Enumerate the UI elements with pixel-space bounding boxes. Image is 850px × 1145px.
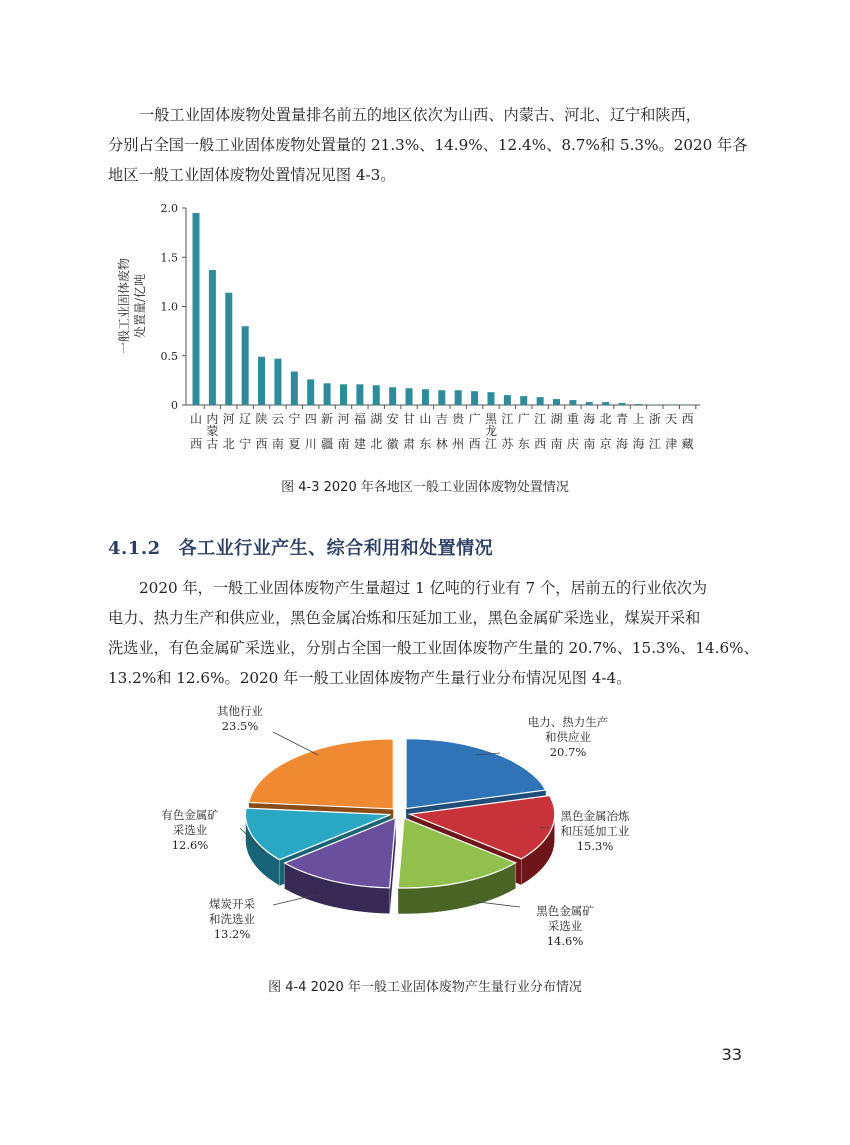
- y-tick-label: 0.5: [160, 349, 178, 363]
- x-tick-label: 海: [616, 437, 629, 451]
- x-tick-label: 青: [616, 412, 629, 426]
- bar: [274, 359, 281, 405]
- x-tick-label: 山: [189, 412, 203, 426]
- x-tick-label: 宁: [288, 412, 301, 426]
- x-tick-label: 川: [304, 437, 317, 451]
- paragraph-line: 地区一般工业固体废物处置情况见图 4-3。: [108, 166, 396, 184]
- page-number: 33: [721, 1045, 742, 1064]
- x-tick-label: 湖: [370, 412, 383, 426]
- bar: [586, 402, 593, 405]
- x-tick-label: 江: [501, 412, 514, 426]
- x-tick-label: 西: [189, 437, 203, 451]
- x-tick-label: 海: [583, 412, 596, 426]
- x-tick-label: 辽: [239, 412, 252, 426]
- slice-label: 采选业: [547, 919, 583, 933]
- x-tick-label: 河: [337, 412, 350, 426]
- x-tick-label: 重: [566, 412, 579, 426]
- bar: [520, 396, 527, 405]
- bar: [487, 392, 494, 405]
- slice-label: 其他行业: [217, 704, 263, 718]
- x-tick-label: 吉: [435, 412, 448, 426]
- x-tick-label: 北: [370, 437, 383, 451]
- y-axis-label: 处置量/亿吨: [133, 273, 147, 339]
- section-number: 4.1.2: [108, 538, 161, 559]
- x-tick-label: 上: [632, 412, 645, 426]
- paragraph-line: 13.2%和 12.6%。2020 年一般工业固体废物产生量行业分布情况见图 4-4。: [108, 669, 632, 687]
- slice-label: 12.6%: [171, 838, 209, 852]
- x-tick-label: 浙: [648, 412, 661, 426]
- paragraph-1: [108, 100, 748, 190]
- x-tick-label: 西: [534, 437, 547, 451]
- x-tick-label: 西: [255, 437, 268, 451]
- bar: [356, 384, 363, 405]
- x-tick-label: 州: [452, 437, 465, 451]
- bar: [619, 403, 626, 405]
- x-tick-label: 南: [271, 437, 284, 451]
- x-tick-label: 古: [206, 437, 219, 451]
- x-tick-label: 贵: [452, 412, 465, 426]
- x-tick-label: 海: [632, 437, 645, 451]
- bar: [471, 391, 478, 405]
- x-tick-label: 龙: [484, 424, 497, 438]
- paragraph-line: 分别占全国一般工业固体废物处置量的 21.3%、14.9%、12.4%、8.7%和 5.3%。2020 年各: [108, 136, 748, 154]
- bar: [389, 387, 396, 405]
- slice-label: 23.5%: [221, 719, 259, 733]
- x-tick-label: 北: [599, 412, 612, 426]
- x-tick-label: 广: [517, 412, 530, 426]
- paragraph-2: [108, 573, 759, 693]
- x-tick-label: 甘: [403, 412, 416, 426]
- x-tick-label: 建: [353, 437, 366, 451]
- slice-label: 和压延加工业: [560, 824, 630, 838]
- x-tick-label: 安: [386, 412, 399, 426]
- x-tick-label: 夏: [288, 437, 301, 451]
- bar: [291, 372, 298, 405]
- slice-label: 15.3%: [576, 839, 614, 853]
- pie-chart: [140, 695, 700, 960]
- bar: [651, 405, 658, 406]
- bar: [258, 357, 265, 405]
- y-tick-label: 0: [171, 399, 178, 412]
- paragraph-line: 洗选业，有色金属矿采选业，分别占全国一般工业固体废物产生量的 20.7%、15.3%、14.6%、: [108, 639, 759, 657]
- x-tick-label: 东: [517, 437, 530, 451]
- bar: [569, 400, 576, 405]
- bar: [242, 326, 249, 405]
- x-tick-label: 天: [665, 412, 678, 426]
- y-axis-label: 一般工业固体废物: [117, 257, 131, 355]
- bar: [406, 388, 413, 405]
- x-tick-label: 南: [550, 437, 563, 451]
- bar-chart: [110, 196, 730, 466]
- x-tick-label: 江: [534, 412, 547, 426]
- slice-label: 电力、热力生产: [527, 715, 609, 729]
- x-tick-label: 肃: [403, 437, 416, 451]
- bar: [684, 405, 691, 406]
- section-title: 各工业行业产生、综合利用和处置情况: [178, 538, 494, 559]
- x-tick-label: 林: [435, 437, 448, 451]
- bar: [373, 385, 380, 405]
- x-tick-label: 西: [468, 437, 481, 451]
- x-tick-label: 西: [681, 412, 694, 426]
- figure-4-3-caption: 图 4-3 2020 年各地区一般工业固体废物处置情况: [281, 480, 569, 495]
- slice-label: 和供应业: [545, 730, 591, 744]
- slice-label: 有色金属矿: [161, 808, 219, 822]
- x-tick-label: 内: [206, 412, 219, 426]
- x-tick-label: 黑: [484, 412, 497, 426]
- x-tick-label: 新: [321, 412, 334, 426]
- x-tick-label: 徽: [386, 437, 399, 451]
- bar: [209, 270, 216, 405]
- x-tick-label: 广: [468, 412, 481, 426]
- paragraph-line: 一般工业固体废物处置量排名前五的地区依次为山西、内蒙古、河北、辽宁和陕西，: [139, 106, 701, 124]
- x-tick-label: 疆: [321, 437, 334, 451]
- x-tick-label: 南: [583, 437, 596, 451]
- bar: [668, 405, 675, 406]
- x-tick-label: 云: [271, 412, 284, 426]
- bar: [193, 213, 200, 405]
- figure-4-4-caption: 图 4-4 2020 年一般工业固体废物产生量行业分布情况: [268, 980, 582, 995]
- y-tick-label: 1.0: [160, 300, 178, 314]
- x-tick-label: 江: [484, 437, 497, 451]
- bar: [602, 402, 609, 405]
- x-tick-label: 津: [665, 437, 678, 451]
- leader-line: [273, 732, 318, 755]
- bar: [422, 389, 429, 405]
- x-tick-label: 藏: [681, 437, 694, 451]
- slice-label: 采选业: [172, 823, 208, 837]
- bar: [504, 395, 511, 405]
- x-tick-label: 蒙: [206, 424, 219, 438]
- x-tick-label: 陕: [255, 412, 268, 426]
- slice-label: 煤炭开采: [209, 897, 255, 911]
- x-tick-label: 北: [222, 437, 235, 451]
- x-tick-label: 四: [304, 412, 317, 426]
- slice-label: 13.2%: [213, 927, 251, 941]
- y-tick-label: 1.5: [160, 251, 178, 265]
- slice-label: 14.6%: [546, 934, 584, 948]
- bar: [455, 390, 462, 405]
- x-tick-label: 东: [419, 437, 432, 451]
- x-tick-label: 福: [353, 412, 366, 426]
- x-tick-label: 河: [222, 412, 235, 426]
- slice-label: 20.7%: [549, 745, 587, 759]
- bar: [307, 379, 314, 405]
- bar: [635, 404, 642, 405]
- x-tick-label: 京: [599, 437, 612, 451]
- bar: [225, 293, 232, 405]
- bar: [553, 399, 560, 405]
- section-heading: [108, 534, 493, 560]
- x-tick-label: 南: [337, 437, 350, 451]
- bar: [340, 384, 347, 405]
- bar: [438, 390, 445, 405]
- x-tick-label: 山: [419, 412, 432, 426]
- y-tick-label: 2.0: [160, 202, 178, 215]
- x-tick-label: 湖: [550, 412, 563, 426]
- paragraph-line: 电力、热力生产和供应业，黑色金属冶炼和压延加工业，黑色金属矿采选业，煤炭开采和: [108, 609, 701, 627]
- bar: [537, 397, 544, 405]
- slice-label: 和洗选业: [209, 912, 255, 926]
- paragraph-line: 2020 年，一般工业固体废物产生量超过 1 亿吨的行业有 7 个，居前五的行业依次为: [139, 579, 708, 597]
- bar: [324, 383, 331, 405]
- x-tick-label: 江: [648, 437, 661, 451]
- x-tick-label: 宁: [239, 437, 252, 451]
- slice-label: 黑色金属矿: [536, 904, 594, 918]
- x-tick-label: 庆: [566, 437, 579, 451]
- x-tick-label: 苏: [501, 437, 514, 451]
- slice-label: 黑色金属冶炼: [560, 809, 630, 823]
